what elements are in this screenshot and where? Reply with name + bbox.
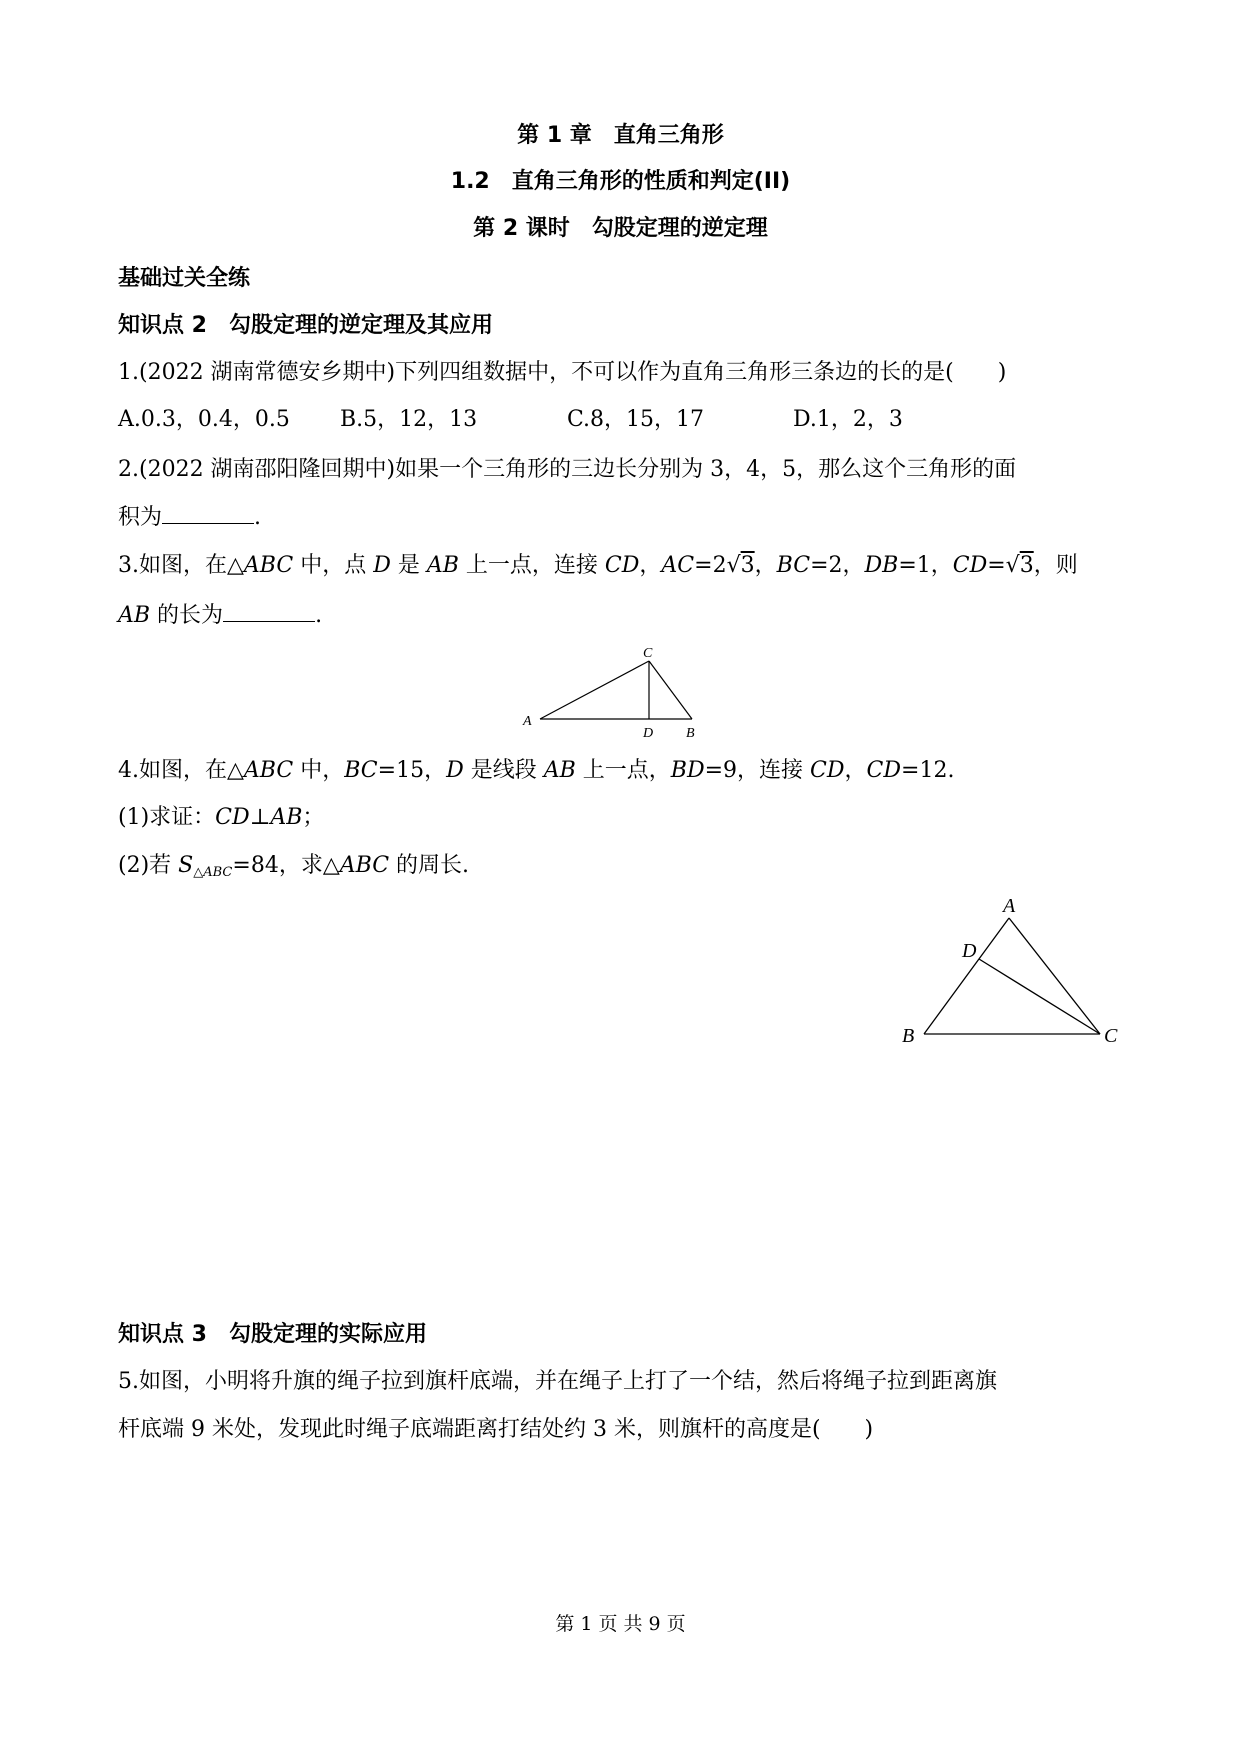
- q4-var: BD: [670, 758, 705, 783]
- q1-stem: 1.(2022 湖南常德安乡期中)下列四组数据中，不可以作为直角三角形三条边的长的是( ): [118, 360, 1007, 385]
- q3-line2: [118, 601, 322, 631]
- q2-line1: 2.(2022 湖南邵阳隆回期中)如果一个三角形的三边长分别为 3，4，5，那么这个三角形的面: [118, 457, 1017, 482]
- sqrt-symbol: √: [1005, 553, 1020, 578]
- q3-var: CD: [952, 553, 988, 578]
- q4-var: CD⊥AB: [215, 805, 303, 830]
- q3-var: CD: [604, 553, 640, 578]
- q2-answer-blank[interactable]: [162, 523, 254, 524]
- q4-text: 4.如图，在△: [118, 758, 244, 783]
- q4-segment-ac: [1009, 918, 1100, 1034]
- q4-subscript: △ABC: [193, 865, 233, 880]
- q4-part1: [118, 803, 324, 833]
- sqrt-symbol: √: [726, 553, 741, 578]
- q3-text: 上一点，连接: [458, 553, 605, 578]
- section-title: 1.2 直角三角形的性质和判定(II): [450, 169, 791, 194]
- q4-var: ABC: [339, 853, 390, 878]
- q3-label-d: D: [643, 726, 654, 740]
- q3-label-c: C: [643, 646, 653, 661]
- q5-line2: 杆底端 9 米处，发现此时绳子底端距离打结处约 3 米，则旗杆的高度是( ): [118, 1417, 874, 1442]
- q4-segment-cd: [979, 959, 1100, 1034]
- q4-text: ；: [302, 805, 325, 830]
- q4-part2: [118, 851, 469, 888]
- q3-text: 的长为: [150, 603, 224, 628]
- q3-text: 中，点: [293, 553, 374, 578]
- q4-text: (2)若: [118, 853, 179, 878]
- q4-text: (1)求证：: [118, 805, 216, 830]
- knowledge-point-2-heading: 知识点 2 勾股定理的逆定理及其应用: [118, 313, 493, 338]
- q3-var: AB: [426, 553, 459, 578]
- q4-var: CD: [866, 758, 902, 783]
- q3-text: .: [315, 603, 323, 628]
- page-footer: 第 1 页 共 9 页: [555, 1613, 686, 1635]
- sqrt-radicand: 3: [1019, 553, 1034, 578]
- q4-label-c: C: [1104, 1025, 1118, 1047]
- q4-var: BC: [344, 758, 378, 783]
- q4-text: 是线段: [463, 758, 544, 783]
- q4-segment-ab: [924, 918, 1009, 1034]
- q4-text: =84，求△: [232, 853, 340, 878]
- sqrt-expression: [727, 551, 755, 581]
- q4-text: 上一点，: [575, 758, 671, 783]
- q3-label-a: A: [523, 714, 532, 729]
- q1-option-c: C.8，15，17: [567, 407, 705, 432]
- q3-text: =2: [694, 553, 727, 578]
- q4-var: ABC: [243, 758, 294, 783]
- q4-var: S: [178, 853, 194, 878]
- q3-text: 是: [390, 553, 427, 578]
- q4-var: AB: [543, 758, 576, 783]
- q3-text: ，: [639, 553, 662, 578]
- q4-text: 的周长.: [389, 853, 470, 878]
- sqrt-radicand: 3: [740, 553, 755, 578]
- q3-var: ABC: [243, 553, 294, 578]
- q4-var: D: [446, 758, 464, 783]
- q3-text: =1，: [898, 553, 953, 578]
- q4-text: 中，: [293, 758, 345, 783]
- q4-label-a: A: [1003, 895, 1016, 917]
- q2-suffix: .: [254, 505, 262, 530]
- q2-line2: [118, 503, 261, 533]
- q4-var: CD: [810, 758, 845, 783]
- q4-text: =15，: [377, 758, 447, 783]
- sqrt-expression: [1006, 551, 1034, 581]
- q3-answer-blank[interactable]: [223, 621, 315, 622]
- q1-option-b: B.5，12，13: [340, 407, 478, 432]
- q3-var: AB: [118, 603, 151, 628]
- q1-option-a: A.0.3，0.4，0.5: [118, 407, 290, 432]
- lesson-title: 第 2 课时 勾股定理的逆定理: [473, 216, 768, 241]
- q4-line1: [118, 756, 954, 786]
- q3-text: ，: [754, 553, 777, 578]
- q4-triangle-figure: [890, 890, 1130, 1060]
- q3-segment-ac: [540, 661, 649, 719]
- q2-prefix: 积为: [118, 505, 163, 530]
- section-heading: 基础过关全练: [118, 266, 251, 291]
- q3-text: =: [987, 553, 1006, 578]
- q3-text: =2，: [810, 553, 865, 578]
- chapter-title: 第 1 章 直角三角形: [517, 123, 724, 148]
- q3-var: D: [373, 553, 391, 578]
- q3-var: BC: [776, 553, 811, 578]
- q3-text: 3.如图，在△: [118, 553, 244, 578]
- q1-option-d: D.1，2，3: [793, 407, 903, 432]
- q4-text: =9，连接: [704, 758, 811, 783]
- q3-text: ，则: [1033, 553, 1078, 578]
- q4-label-d: D: [962, 940, 977, 962]
- knowledge-point-3-heading: 知识点 3 勾股定理的实际应用: [118, 1322, 427, 1347]
- q3-segment-bc: [649, 661, 692, 719]
- q4-text: ，: [844, 758, 867, 783]
- q3-var: AC: [661, 553, 695, 578]
- q3-label-b: B: [686, 726, 695, 740]
- q3-line1: [118, 551, 1078, 581]
- q5-line1: 5.如图，小明将升旗的绳子拉到旗杆底端，并在绳子上打了一个结，然后将绳子拉到距离旗: [118, 1369, 997, 1394]
- q3-triangle-figure: [520, 640, 720, 740]
- q4-label-b: B: [902, 1025, 915, 1047]
- q4-text: =12.: [901, 758, 955, 783]
- q3-var: DB: [864, 553, 899, 578]
